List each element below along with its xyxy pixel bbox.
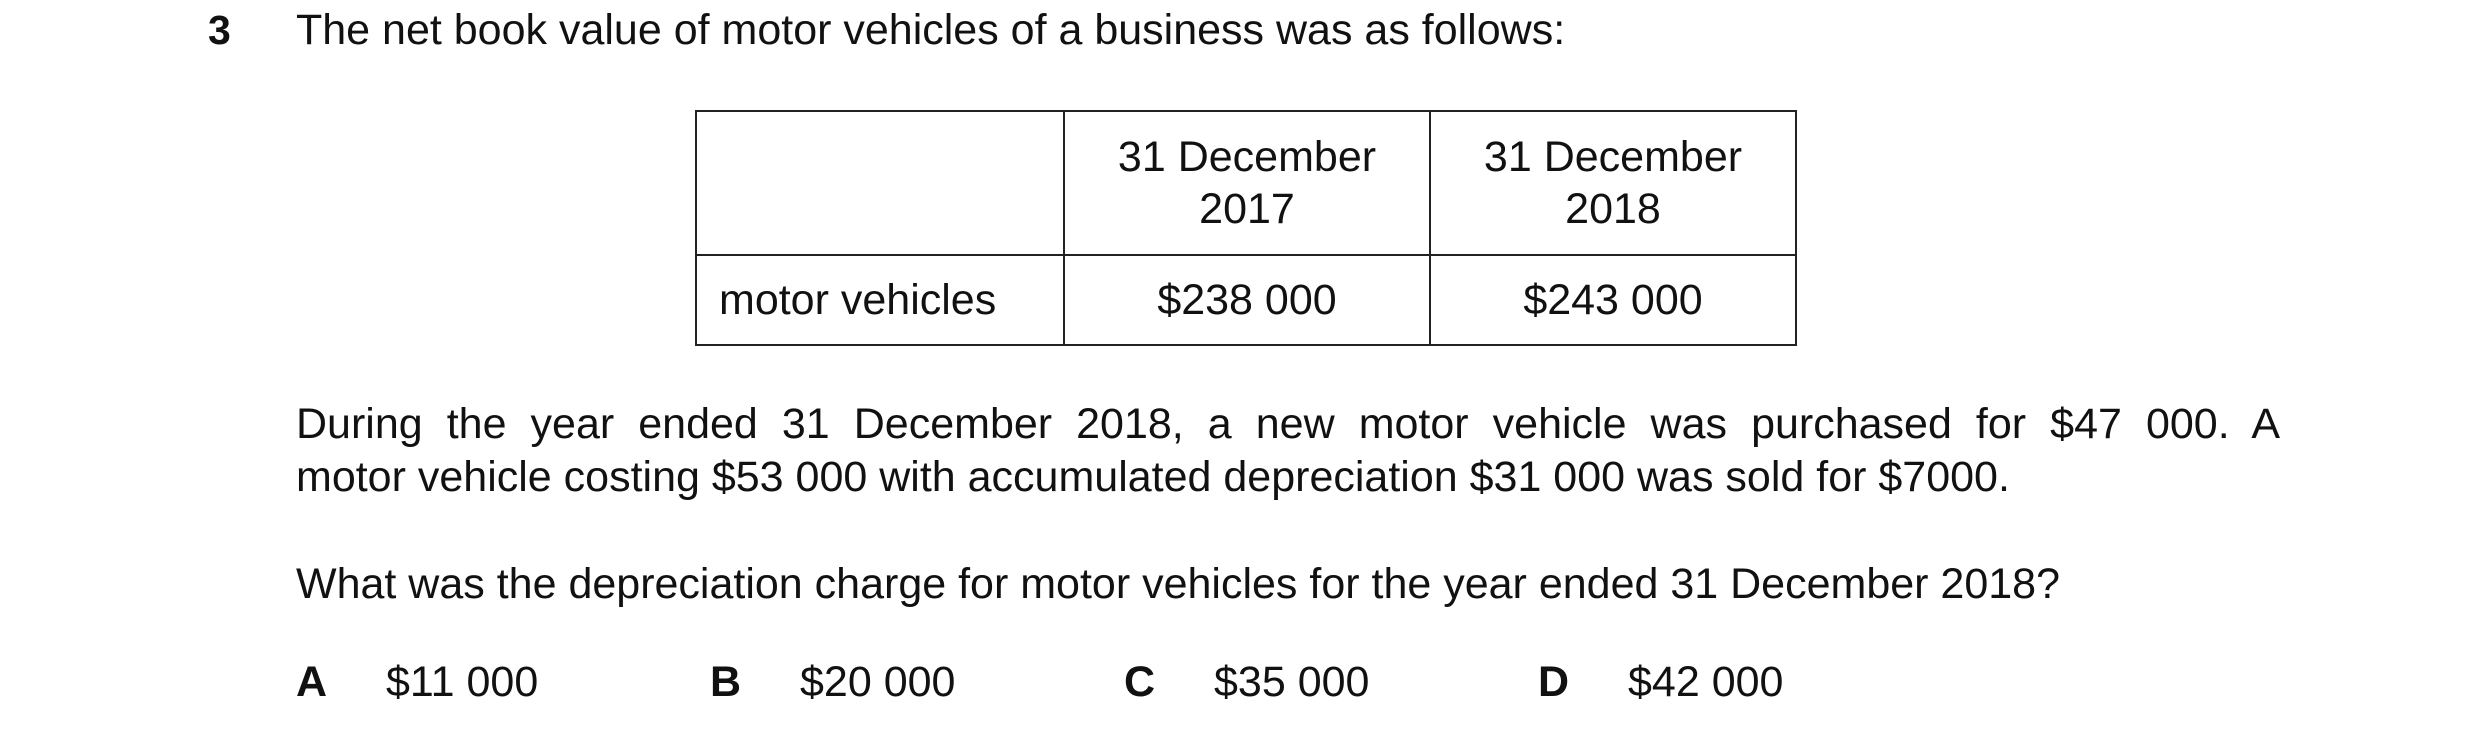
header-date-2017: 31 December	[1117, 133, 1377, 181]
nbv-table	[695, 110, 1797, 346]
question-prompt: What was the depreciation charge for motor vehicles for the year ended 31 December 2018?	[296, 560, 2060, 608]
option-letter: D	[1538, 658, 1570, 706]
paragraph-line-1: During the year ended 31 December 2018, a new motor vehicle was purchased for $47 000. A	[296, 400, 2280, 448]
table-header-row	[696, 111, 1796, 255]
option-letter: B	[710, 658, 742, 706]
value-2017: $238 000	[1064, 255, 1430, 345]
table-header-empty	[696, 111, 1064, 255]
option-c[interactable]	[1124, 656, 1369, 708]
option-value: $20 000	[800, 658, 956, 706]
header-date-2018: 31 December	[1483, 133, 1743, 181]
option-value: $35 000	[1214, 658, 1370, 706]
header-year-2017: 2017	[1199, 185, 1295, 233]
option-a[interactable]	[296, 656, 538, 708]
table-row	[696, 255, 1796, 345]
question-intro: The net book value of motor vehicles of a business was as follows:	[296, 6, 1566, 54]
option-value: $42 000	[1628, 658, 1784, 706]
question-number: 3	[208, 7, 231, 53]
value-2018: $243 000	[1430, 255, 1796, 345]
option-value: $11 000	[386, 658, 539, 706]
table-header-2017	[1064, 111, 1430, 255]
row-label: motor vehicles	[696, 255, 1064, 345]
question-paragraph	[296, 398, 2280, 504]
table-header-2018	[1430, 111, 1796, 255]
option-letter: C	[1124, 658, 1156, 706]
paragraph-line-2: motor vehicle costing $53 000 with accumulated depreciation $31 000 was sold for $7000.	[296, 453, 2010, 501]
option-letter: A	[296, 658, 328, 706]
option-d[interactable]	[1538, 656, 1783, 708]
option-b[interactable]	[710, 656, 955, 708]
header-year-2018: 2018	[1565, 185, 1661, 233]
